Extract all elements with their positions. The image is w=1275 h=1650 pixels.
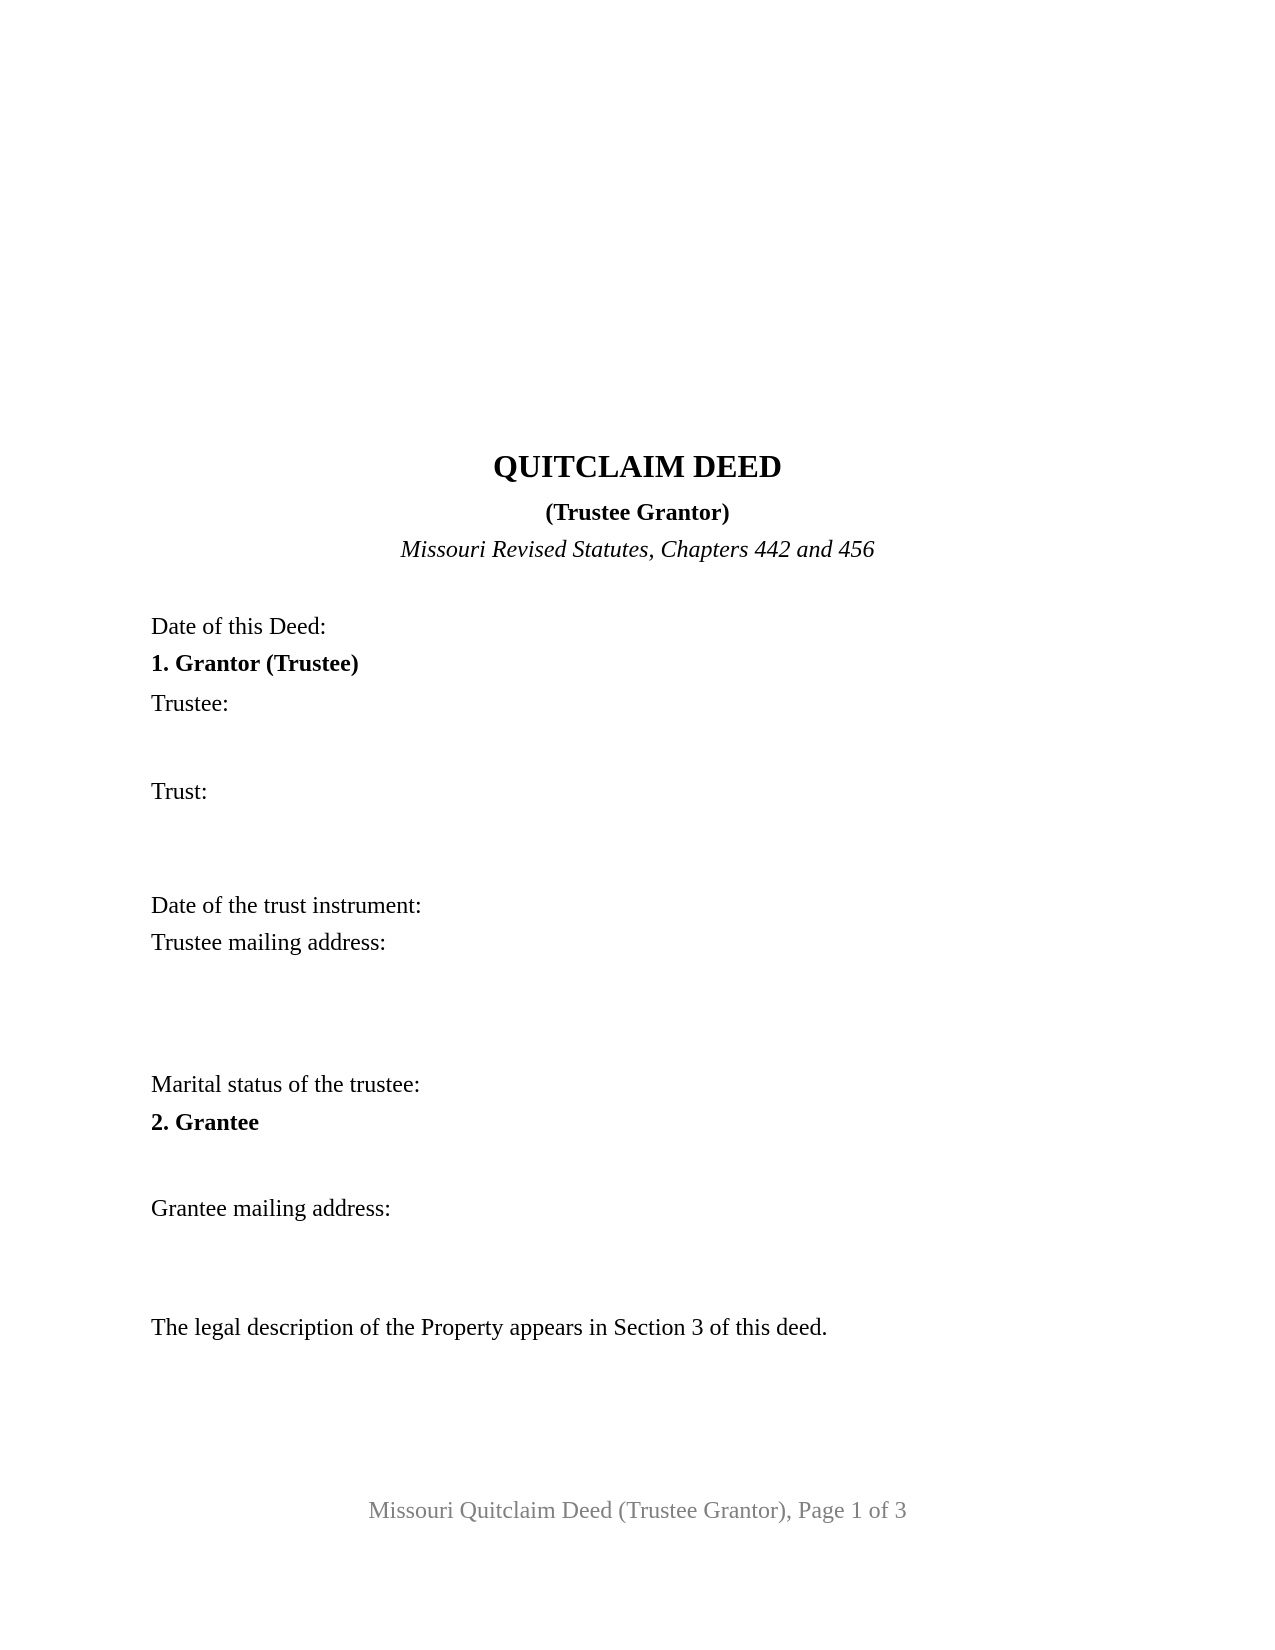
trust-instrument-date-label: Date of the trust instrument: — [151, 893, 422, 919]
legal-description-note: The legal description of the Property appears in Section 3 of this deed. — [151, 1315, 828, 1341]
statute-reference: Missouri Revised Statutes, Chapters 442 and 456 — [400, 537, 875, 563]
document-subtitle: (Trustee Grantor) — [545, 500, 730, 526]
date-of-deed-label: Date of this Deed: — [151, 614, 327, 640]
trustee-mailing-address-label: Trustee mailing address: — [151, 930, 387, 956]
marital-status-label: Marital status of the trustee: — [151, 1072, 421, 1098]
page-footer: Missouri Quitclaim Deed (Trustee Grantor), Page 1 of 3 — [368, 1498, 907, 1524]
trustee-label: Trustee: — [151, 691, 229, 717]
section-1-heading: 1. Grantor (Trustee) — [151, 651, 359, 677]
grantee-mailing-address-label: Grantee mailing address: — [151, 1196, 391, 1222]
trust-label: Trust: — [151, 779, 208, 805]
section-2-heading: 2. Grantee — [151, 1110, 259, 1136]
document-title: QUITCLAIM DEED — [493, 448, 782, 484]
